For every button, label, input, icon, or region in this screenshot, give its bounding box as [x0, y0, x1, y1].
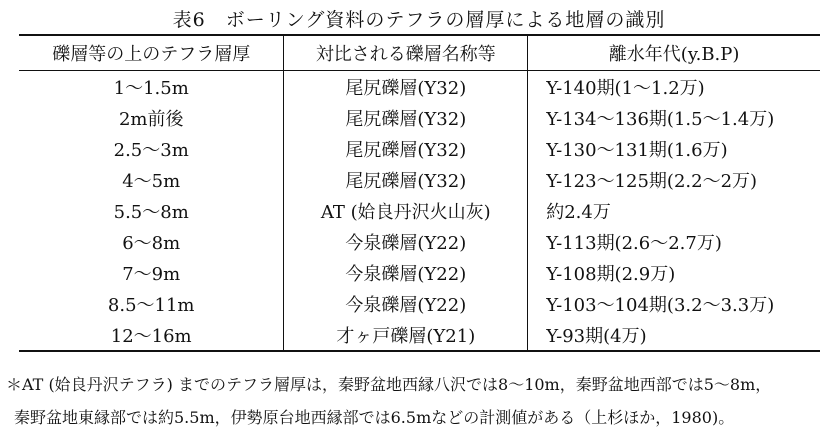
table-row	[19, 102, 820, 133]
cell-thickness: 4〜5m	[122, 170, 181, 192]
cell-thickness: 5.5〜8m	[113, 201, 189, 223]
cell-age: Y-93期(4万)	[528, 319, 820, 351]
footnote-line-1: ＊AT (姶良丹沢テフラ) までのテフラ層厚は，秦野盆地西縁八沢では8〜10m，秦野盆地西部では5〜8m，	[6, 375, 772, 394]
cell-thickness: 7〜9m	[122, 263, 181, 285]
cell-gravel-name: 今泉礫層(Y22)	[284, 257, 528, 288]
column-header-age: 離水年代(y.B.P)	[528, 35, 820, 71]
table-row	[19, 226, 820, 257]
cell-thickness: 6〜8m	[122, 232, 181, 254]
cell-age: 約2.4万	[528, 195, 820, 226]
cell-gravel-name: 尾尻礫層(Y32)	[284, 102, 528, 133]
cell-thickness: 12〜16m	[19, 319, 284, 351]
cell-gravel-name: 今泉礫層(Y22)	[284, 288, 528, 319]
cell-thickness: 2.5〜3m	[113, 139, 189, 161]
table-title: 表6 ボーリング資料のテフラの層厚による地層の識別	[172, 9, 666, 31]
cell-age: Y-134〜136期(1.5〜1.4万)	[528, 102, 820, 133]
cell-age: Y-123〜125期(2.2〜2万)	[528, 164, 820, 195]
footnote-line-2: 秦野盆地東縁部では約5.5m，伊勢原台地西縁部では6.5mなどの計測値がある（上杉ほか，1980)。	[14, 408, 735, 427]
table-row	[19, 257, 820, 288]
cell-thickness: 8.5〜11m	[107, 294, 195, 316]
cell-age: Y-103〜104期(3.2〜3.3万)	[528, 288, 820, 319]
cell-gravel-name: 尾尻礫層(Y32)	[284, 71, 528, 103]
table-row	[19, 164, 820, 195]
cell-thickness: 2m前後	[118, 108, 184, 130]
cell-age: Y-140期(1〜1.2万)	[528, 71, 820, 103]
cell-gravel-name: AT (姶良丹沢火山灰)	[284, 195, 528, 226]
table-row	[19, 71, 820, 103]
cell-age: Y-113期(2.6〜2.7万)	[528, 226, 820, 257]
column-header-thickness: 礫層等の上のテフラ層厚	[19, 35, 284, 71]
column-header-gravel-name: 対比される礫層名称等	[284, 35, 528, 71]
table-row	[19, 288, 820, 319]
table-row	[19, 195, 820, 226]
cell-gravel-name: 今泉礫層(Y22)	[284, 226, 528, 257]
cell-thickness: 1〜1.5m	[113, 77, 189, 99]
cell-gravel-name: 才ヶ戸礫層(Y21)	[284, 319, 528, 351]
cell-age: Y-130〜131期(1.6万)	[528, 133, 820, 164]
table-row	[19, 319, 820, 351]
tephra-thickness-table	[19, 34, 820, 352]
cell-gravel-name: 尾尻礫層(Y32)	[284, 133, 528, 164]
cell-age: Y-108期(2.9万)	[528, 257, 820, 288]
table-header-row	[19, 35, 820, 71]
cell-gravel-name: 尾尻礫層(Y32)	[284, 164, 528, 195]
table-row	[19, 133, 820, 164]
